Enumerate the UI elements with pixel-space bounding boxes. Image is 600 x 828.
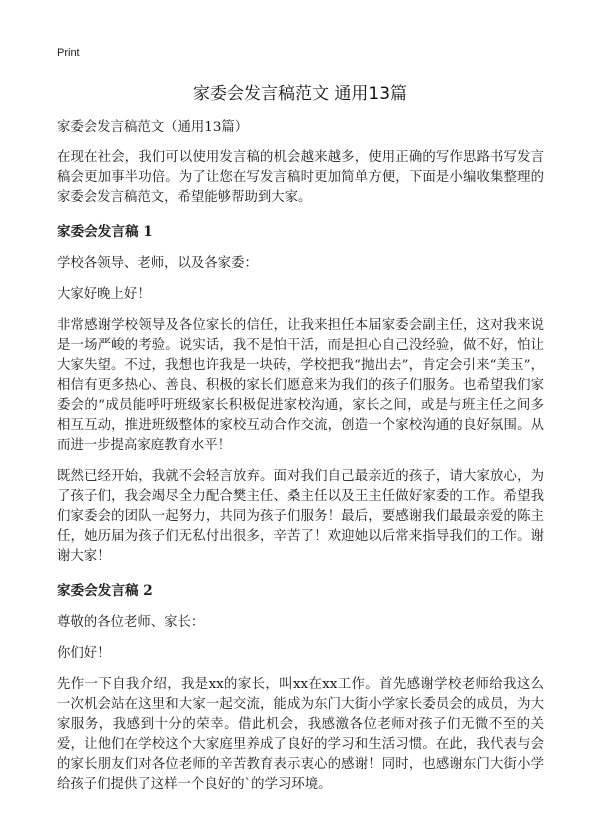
section2-hello: 你们好！ (57, 646, 111, 661)
section1-hello: 大家好晚上好！ (57, 287, 151, 302)
document-title: 家委会发言稿范文 通用13篇 (192, 84, 408, 104)
document-subtitle: 家委会发言稿范文（通用13篇） (57, 120, 249, 135)
section1-greeting: 学校各领导、老师，以及各家委： (57, 256, 258, 271)
section1-paragraph-2: 既然已经开始，我就不会轻言放弃。面对我们自己最亲近的孩子，请大家放心，为了孩子们，我会竭尽全力配合樊主任、桑主任以及王主任做好家委的工作。希望我们家委会的团队一起努力，共同为孩子们服务！最后，要感谢我们最最亲爱的陈主任，她历届为孩子们无私付出很多，辛苦了！欢迎她以后常来指导我们的工作。谢谢大家！ (57, 469, 544, 564)
section-heading-1: 家委会发言稿 1 (57, 224, 153, 240)
section1-paragraph-1: 非常感谢学校领导及各位家长的信任，让我来担任本届家委会副主任，这对我来说是一场严峻的考验。说实话，我不是怕干活，而是担心自己没经验，做不好，怕让大家失望。不过，我想也许我是一块砖，学校把我“抛出去”，肯定会引来“美玉”，相信有更多热心、善良、积极的家长们愿意来为我们的孩子们服务。也希望我们家委会的“成员能呼吁班级家长积极促进家校沟通，家长之间，或是与班主任之间多相互互动，推进班级整体的家校互动合作交流，创造一个家校沟通的良好氛围。从而进一步提高家庭教育水平！ (57, 318, 544, 453)
section2-paragraph-1: 先作一下自我介绍，我是xx的家长，叫xx在xx工作。首先感谢学校老师给我这么一次机会站在这里和大家一起交流，能成为东门大街小学家长委员会的成员，为大家服务，我感到十分的荣幸。借此机会，我感激各位老师对孩子们无微不至的关爱，让他们在学校这个大家庭里养成了良好的学习和生活习惯。在此，我代表与会的家长朋友们对各位老师的辛苦教育表示衷心的感谢！同时，也感谢东门大街小学给孩子们提供了这样一个良好的`的学习环境。 (57, 677, 544, 792)
document-body (57, 118, 544, 806)
section-heading-2: 家委会发言稿 2 (57, 583, 153, 599)
section2-greeting: 尊敬的各位老师、家长： (57, 615, 205, 630)
print-link[interactable]: Print (57, 47, 80, 59)
intro-paragraph: 在现在社会，我们可以使用发言稿的机会越来越多，使用正确的写作思路书写发言稿会更加事半功倍。为了让您在写发言稿时更加简单方便，下面是小编收集整理的家委会发言稿范文，希望能够帮助到大家。 (57, 150, 544, 205)
